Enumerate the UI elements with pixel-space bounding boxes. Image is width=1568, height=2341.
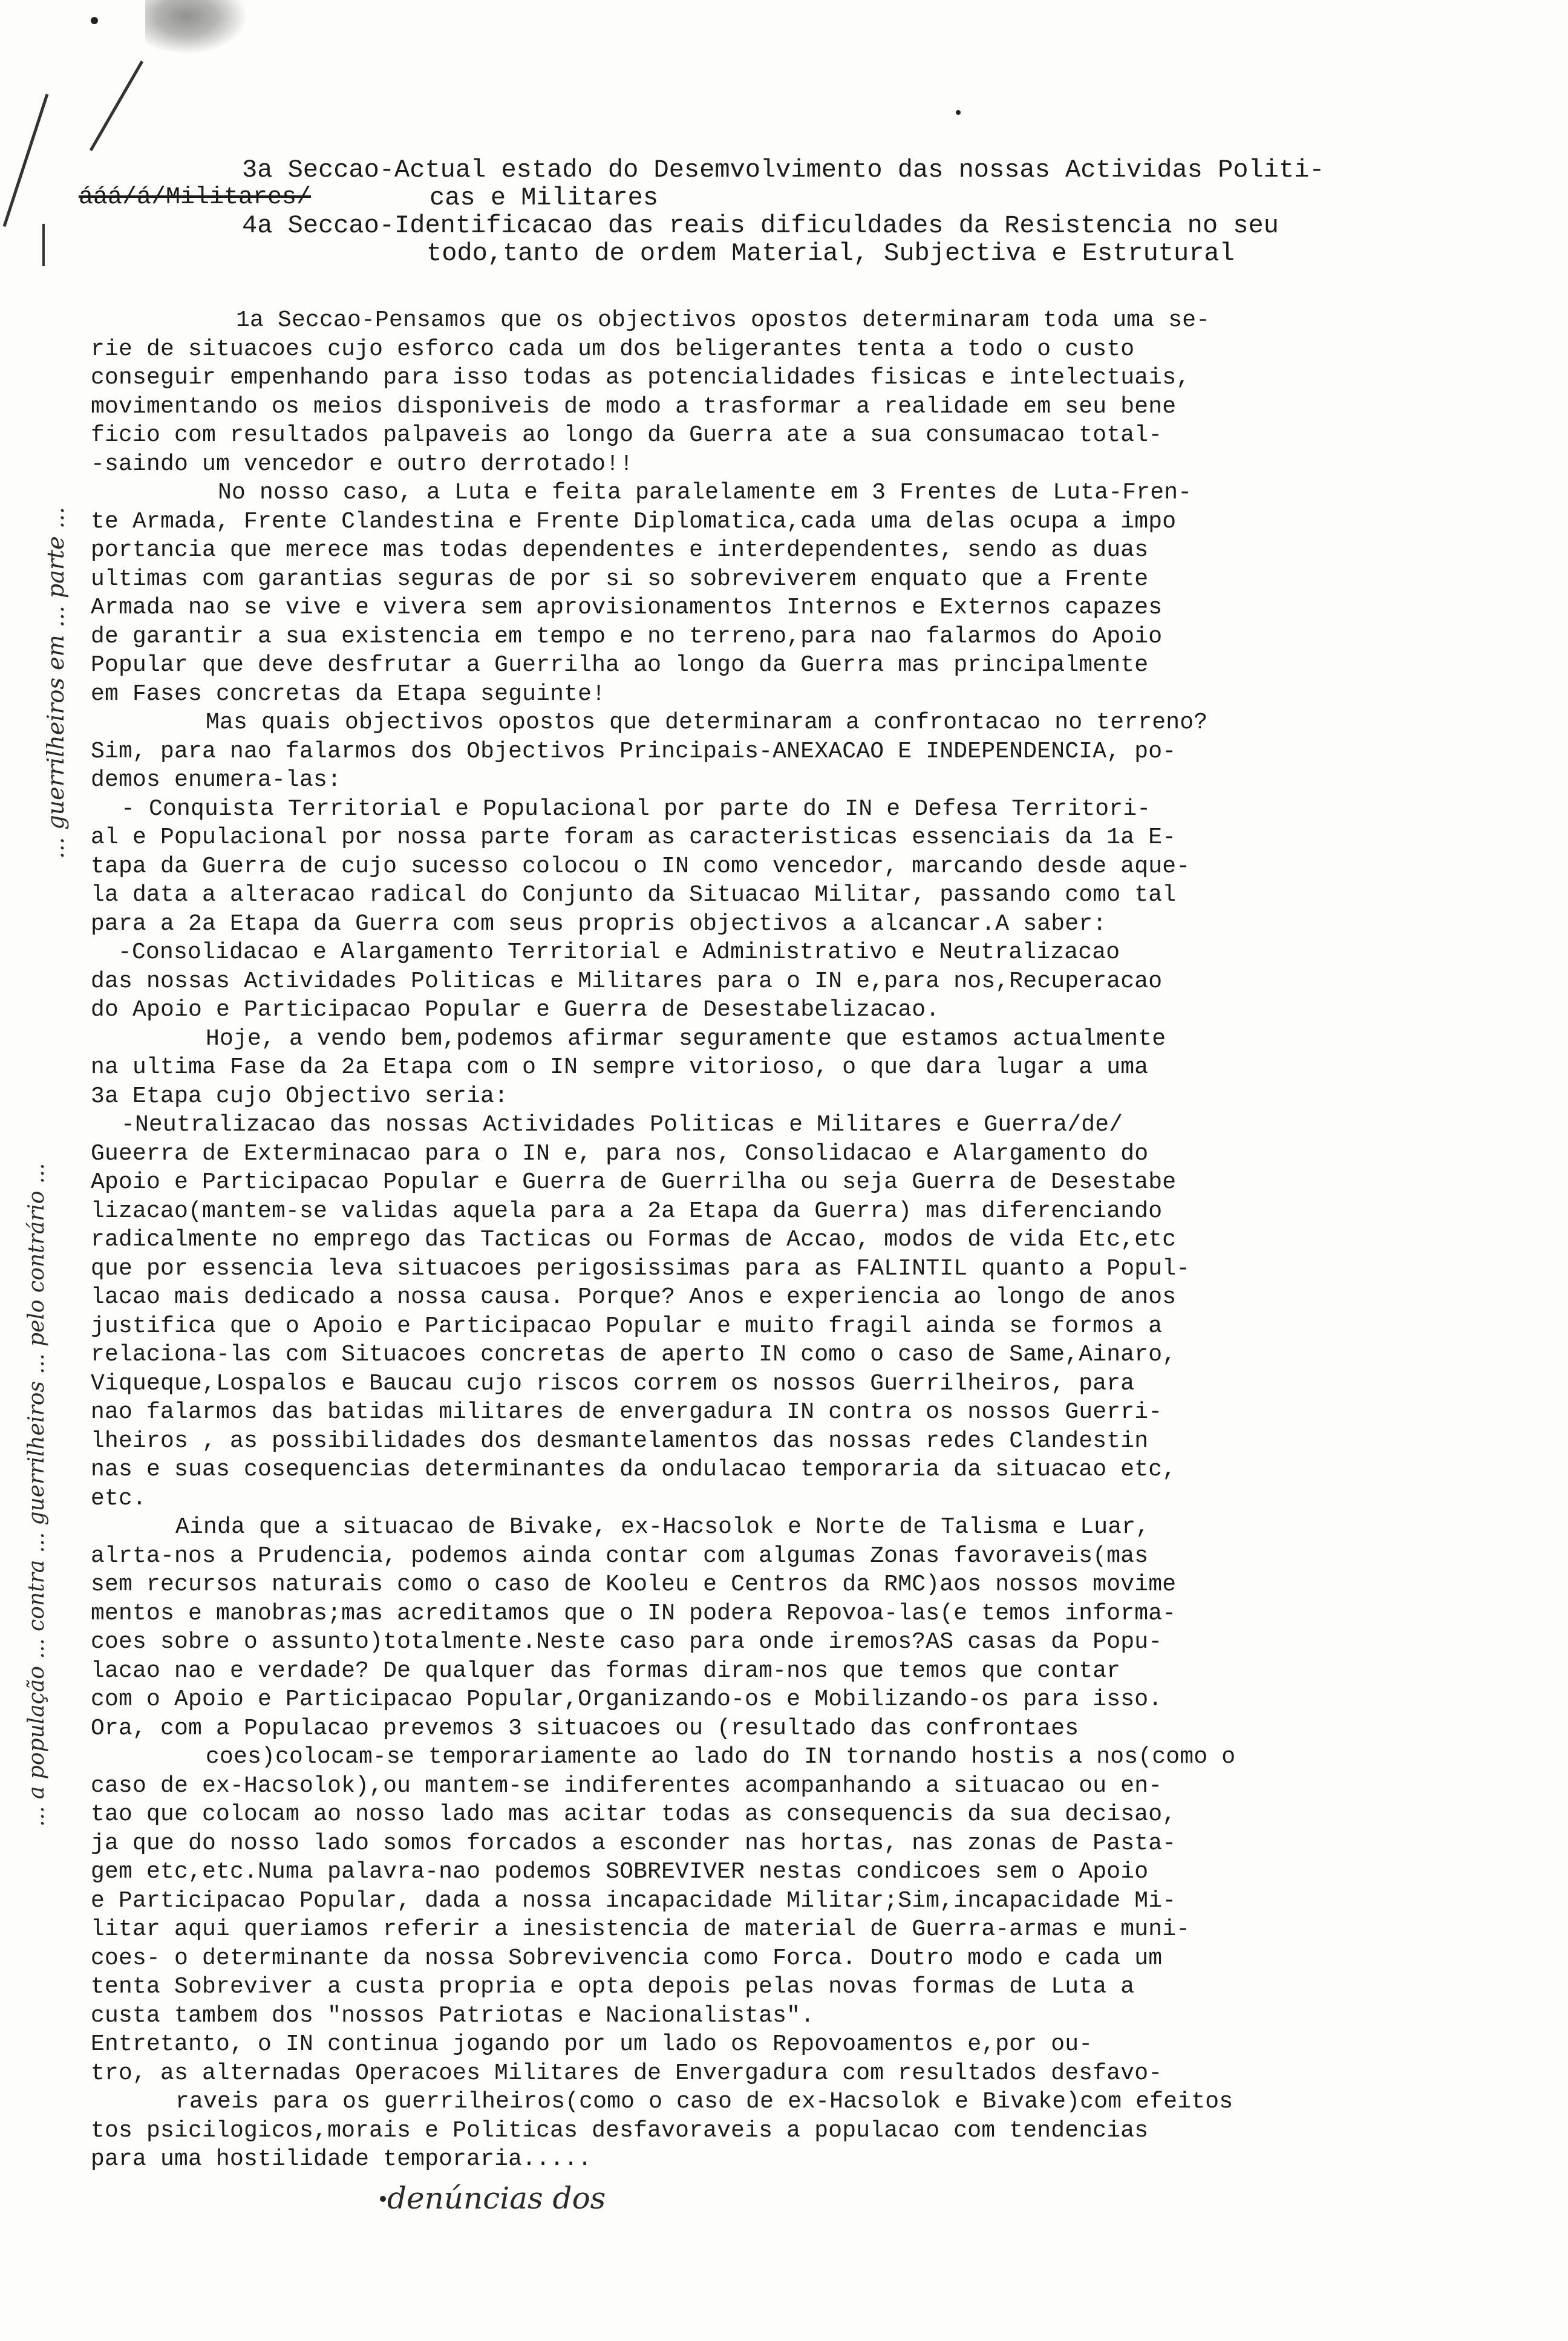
typed-line: em Fases concretas da Etapa seguinte! bbox=[91, 681, 606, 707]
typed-line: tao que colocam ao nosso lado mas acitar todas as consequencis da sua decisao, bbox=[91, 1801, 1177, 1827]
typed-line: gem etc,etc.Numa palavra-nao podemos SOBREVIVER nestas condicoes sem o Apoio bbox=[91, 1859, 1149, 1885]
typed-line: Gueerra de Exterminacao para o IN e, para nos, Consolidacao e Alargamento do bbox=[91, 1141, 1149, 1167]
typed-line: radicalmente no emprego das Tacticas ou Formas de Accao, modos de vida Etc,etc bbox=[91, 1227, 1177, 1253]
scan-speck bbox=[956, 110, 961, 115]
typed-line: coes)colocam-se temporariamente ao lado do IN tornando hostis a nos(como o bbox=[206, 1744, 1236, 1770]
scan-smudge bbox=[145, 0, 248, 54]
typed-line: movimentando os meios disponiveis de modo a trasformar a realidade em seu bene bbox=[91, 394, 1177, 420]
typed-line: nao falarmos das batidas militares de envergadura IN contra os nossos Guerri- bbox=[91, 1399, 1163, 1425]
typed-line: alrta-nos a Prudencia, podemos ainda contar com algumas Zonas favoraveis(mas bbox=[91, 1543, 1149, 1569]
typed-line: No nosso caso, a Luta e feita paralelamente em 3 Frentes de Luta-Fren- bbox=[218, 480, 1192, 506]
typed-line: 3a Etapa cujo Objectivo seria: bbox=[91, 1083, 509, 1109]
typed-line: sem recursos naturais como o caso de Kooleu e Centros da RMC)aos nossos movime bbox=[91, 1572, 1177, 1598]
typed-line: -Consolidacao e Alargamento Territorial e Administrativo e Neutralizacao bbox=[118, 939, 1120, 965]
typed-line: com o Apoio e Participacao Popular,Organizando-os e Mobilizando-os para isso. bbox=[91, 1686, 1163, 1712]
typed-line: justifica que o Apoio e Participacao Popular e muito fragil ainda se formos a bbox=[91, 1313, 1163, 1339]
typed-line: lacao nao e verdade? De qualquer das formas diram-nos que temos que contar bbox=[91, 1658, 1121, 1684]
typed-line: mentos e manobras;mas acreditamos que o IN podera Repovoa-las(e temos informa- bbox=[91, 1601, 1177, 1627]
header-line-3: 4a Seccao-Identificacao das reais dificuldades da Resistencia no seu bbox=[242, 211, 1279, 240]
typed-line: tos psicilogicos,morais e Politicas desfavoraveis a populacao com tendencias bbox=[91, 2118, 1149, 2144]
typed-line: nas e suas cosequencias determinantes da ondulacao temporaria da situacao etc, bbox=[91, 1457, 1177, 1483]
typed-line: la data a alteracao radical do Conjunto da Situacao Militar, passando como tal bbox=[91, 882, 1177, 908]
typed-line: Mas quais objectivos opostos que determinaram a confrontacao no terreno? bbox=[206, 710, 1208, 736]
typed-line: Popular que deve desfrutar a Guerrilha ao longo da Guerra mas principalmente bbox=[91, 652, 1149, 678]
header-line-2: cas e Militares bbox=[430, 183, 659, 212]
typed-line: raveis para os guerrilheiros(como o caso de ex-Hacsolok e Bivake)com efeitos bbox=[175, 2089, 1233, 2115]
scan-speck bbox=[91, 17, 98, 24]
typed-line: das nossas Actividades Politicas e Militares para o IN e,para nos,Recuperacao bbox=[91, 968, 1163, 994]
typed-line: para a 2a Etapa da Guerra com seus propris objectivos a alcancar.A saber: bbox=[91, 911, 1107, 937]
typed-line: tro, as alternadas Operacoes Militares de Envergadura com resultados desfavo- bbox=[91, 2060, 1163, 2086]
typed-line: lheiros , as possibilidades dos desmantelamentos das nossas redes Clandestin bbox=[91, 1428, 1149, 1454]
typed-line: Hoje, a vendo bem,podemos afirmar seguramente que estamos actualmente bbox=[206, 1026, 1166, 1052]
header-line-4: todo,tanto de ordem Material, Subjectiva e Estrutural bbox=[426, 239, 1235, 268]
typed-line: Viqueque,Lospalos e Baucau cujo riscos correm os nossos Guerrilheiros, para bbox=[91, 1371, 1135, 1397]
handwritten-bottom-note: denúncias dos bbox=[387, 2181, 606, 2216]
typed-line: tenta Sobreviver a custa propria e opta depois pelas novas formas de Luta a bbox=[91, 1974, 1135, 2000]
typed-line: Ora, com a Populacao prevemos 3 situacoes ou (resultado das confrontaes bbox=[91, 1716, 1079, 1742]
typed-line: Armada nao se vive e vivera sem aprovisionamentos Internos e Externos capazes bbox=[91, 595, 1163, 621]
margin-stroke bbox=[3, 94, 49, 227]
margin-stroke bbox=[42, 224, 45, 266]
typed-line: -Neutralizacao das nossas Actividades Politicas e Militares e Guerra/de/ bbox=[121, 1112, 1123, 1138]
handwritten-margin-top: ... guerrilheiros em ... parte ... bbox=[42, 506, 69, 859]
typed-line: na ultima Fase da 2a Etapa com o IN sempre vitorioso, o que dara lugar a uma bbox=[91, 1054, 1149, 1080]
typed-line: coes sobre o assunto)totalmente.Neste caso para onde iremos?AS casas da Popu- bbox=[91, 1629, 1163, 1655]
typed-line: ja que do nosso lado somos forcados a esconder nas hortas, nas zonas de Pasta- bbox=[91, 1830, 1177, 1856]
typed-line: do Apoio e Participacao Popular e Guerra de Desestabelizacao. bbox=[91, 997, 940, 1023]
typed-line: -saindo um vencedor e outro derrotado!! bbox=[91, 451, 634, 477]
typed-line: tapa da Guerra de cujo sucesso colocou o IN como vencedor, marcando desde aque- bbox=[91, 854, 1191, 880]
typed-line: lacao mais dedicado a nossa causa. Porque? Anos e experiencia ao longo de anos bbox=[91, 1284, 1177, 1310]
typed-line: al e Populacional por nossa parte foram as caracteristicas essenciais da 1a E- bbox=[91, 824, 1177, 851]
typed-line: de garantir a sua existencia em tempo e no terreno,para nao falarmos do Apoio bbox=[91, 624, 1163, 650]
header-line-1: 3a Seccao-Actual estado do Desemvolvimento das nossas Actividas Politi- bbox=[242, 155, 1325, 184]
typed-line: Ainda que a situacao de Bivake, ex-Hacsolok e Norte de Talisma e Luar, bbox=[175, 1514, 1150, 1540]
typed-line: conseguir empenhando para isso todas as potencialidades fisicas e intelectuais, bbox=[91, 365, 1191, 391]
header-struck-prefix: ááá/á/Militares/ bbox=[79, 184, 312, 211]
typed-line: - Conquista Territorial e Populacional por parte do IN e Defesa Territori- bbox=[121, 796, 1151, 822]
typed-line: Entretanto, o IN continua jogando por um lado os Repovoamentos e,por ou- bbox=[91, 2031, 1093, 2057]
typed-line: ultimas com garantias seguras de por si so sobreviverem enquato que a Frente bbox=[91, 566, 1149, 592]
typed-line: demos enumera-las: bbox=[91, 767, 342, 793]
typed-line: ficio com resultados palpaveis ao longo da Guerra ate a sua consumacao total- bbox=[91, 422, 1163, 448]
typed-line: e Participacao Popular, dada a nossa incapacidade Militar;Sim,incapacidade Mi- bbox=[91, 1888, 1177, 1914]
typed-line: lizacao(mantem-se validas aquela para a 2a Etapa da Guerra) mas diferenciando bbox=[91, 1198, 1163, 1224]
typed-line: etc. bbox=[91, 1486, 147, 1512]
typed-line: litar aqui queriamos referir a inesistencia de material de Guerra-armas e muni- bbox=[91, 1916, 1191, 1942]
typed-line: coes- o determinante da nossa Sobrevivencia como Forca. Doutro modo e cada um bbox=[91, 1945, 1163, 1971]
margin-stroke bbox=[90, 60, 143, 151]
typed-line: custa tambem dos "nossos Patriotas e Nacionalistas". bbox=[91, 2003, 815, 2029]
typed-line: relaciona-las com Situacoes concretas de aperto IN como o caso de Same,Ainaro, bbox=[91, 1342, 1177, 1368]
typed-line: te Armada, Frente Clandestina e Frente Diplomatica,cada uma delas ocupa a impo bbox=[91, 509, 1177, 535]
typed-line: caso de ex-Hacsolok),ou mantem-se indiferentes acompanhando a situacao ou en- bbox=[91, 1773, 1163, 1799]
typed-line: 1a Seccao-Pensamos que os objectivos opostos determinaram toda uma se- bbox=[236, 307, 1210, 333]
handwritten-margin-lower: ... a população ... contra ... guerrilheiros ... pelo contrário ... bbox=[24, 1163, 49, 1827]
typed-line: rie de situacoes cujo esforco cada um dos beligerantes tenta a todo o custo bbox=[91, 336, 1135, 362]
typed-line: que por essencia leva situacoes perigosissimas para as FALINTIL quanto a Popul- bbox=[91, 1256, 1191, 1282]
typed-line: Sim, para nao falarmos dos Objectivos Principais-ANEXACAO E INDEPENDENCIA, po- bbox=[91, 739, 1177, 765]
typed-line: portancia que merece mas todas dependentes e interdependentes, sendo as duas bbox=[91, 537, 1149, 563]
typed-line: Apoio e Participacao Popular e Guerra de Guerrilha ou seja Guerra de Desestabe bbox=[91, 1169, 1177, 1195]
typed-line: para uma hostilidade temporaria..... bbox=[91, 2146, 592, 2172]
bullet-dot bbox=[380, 2196, 386, 2202]
